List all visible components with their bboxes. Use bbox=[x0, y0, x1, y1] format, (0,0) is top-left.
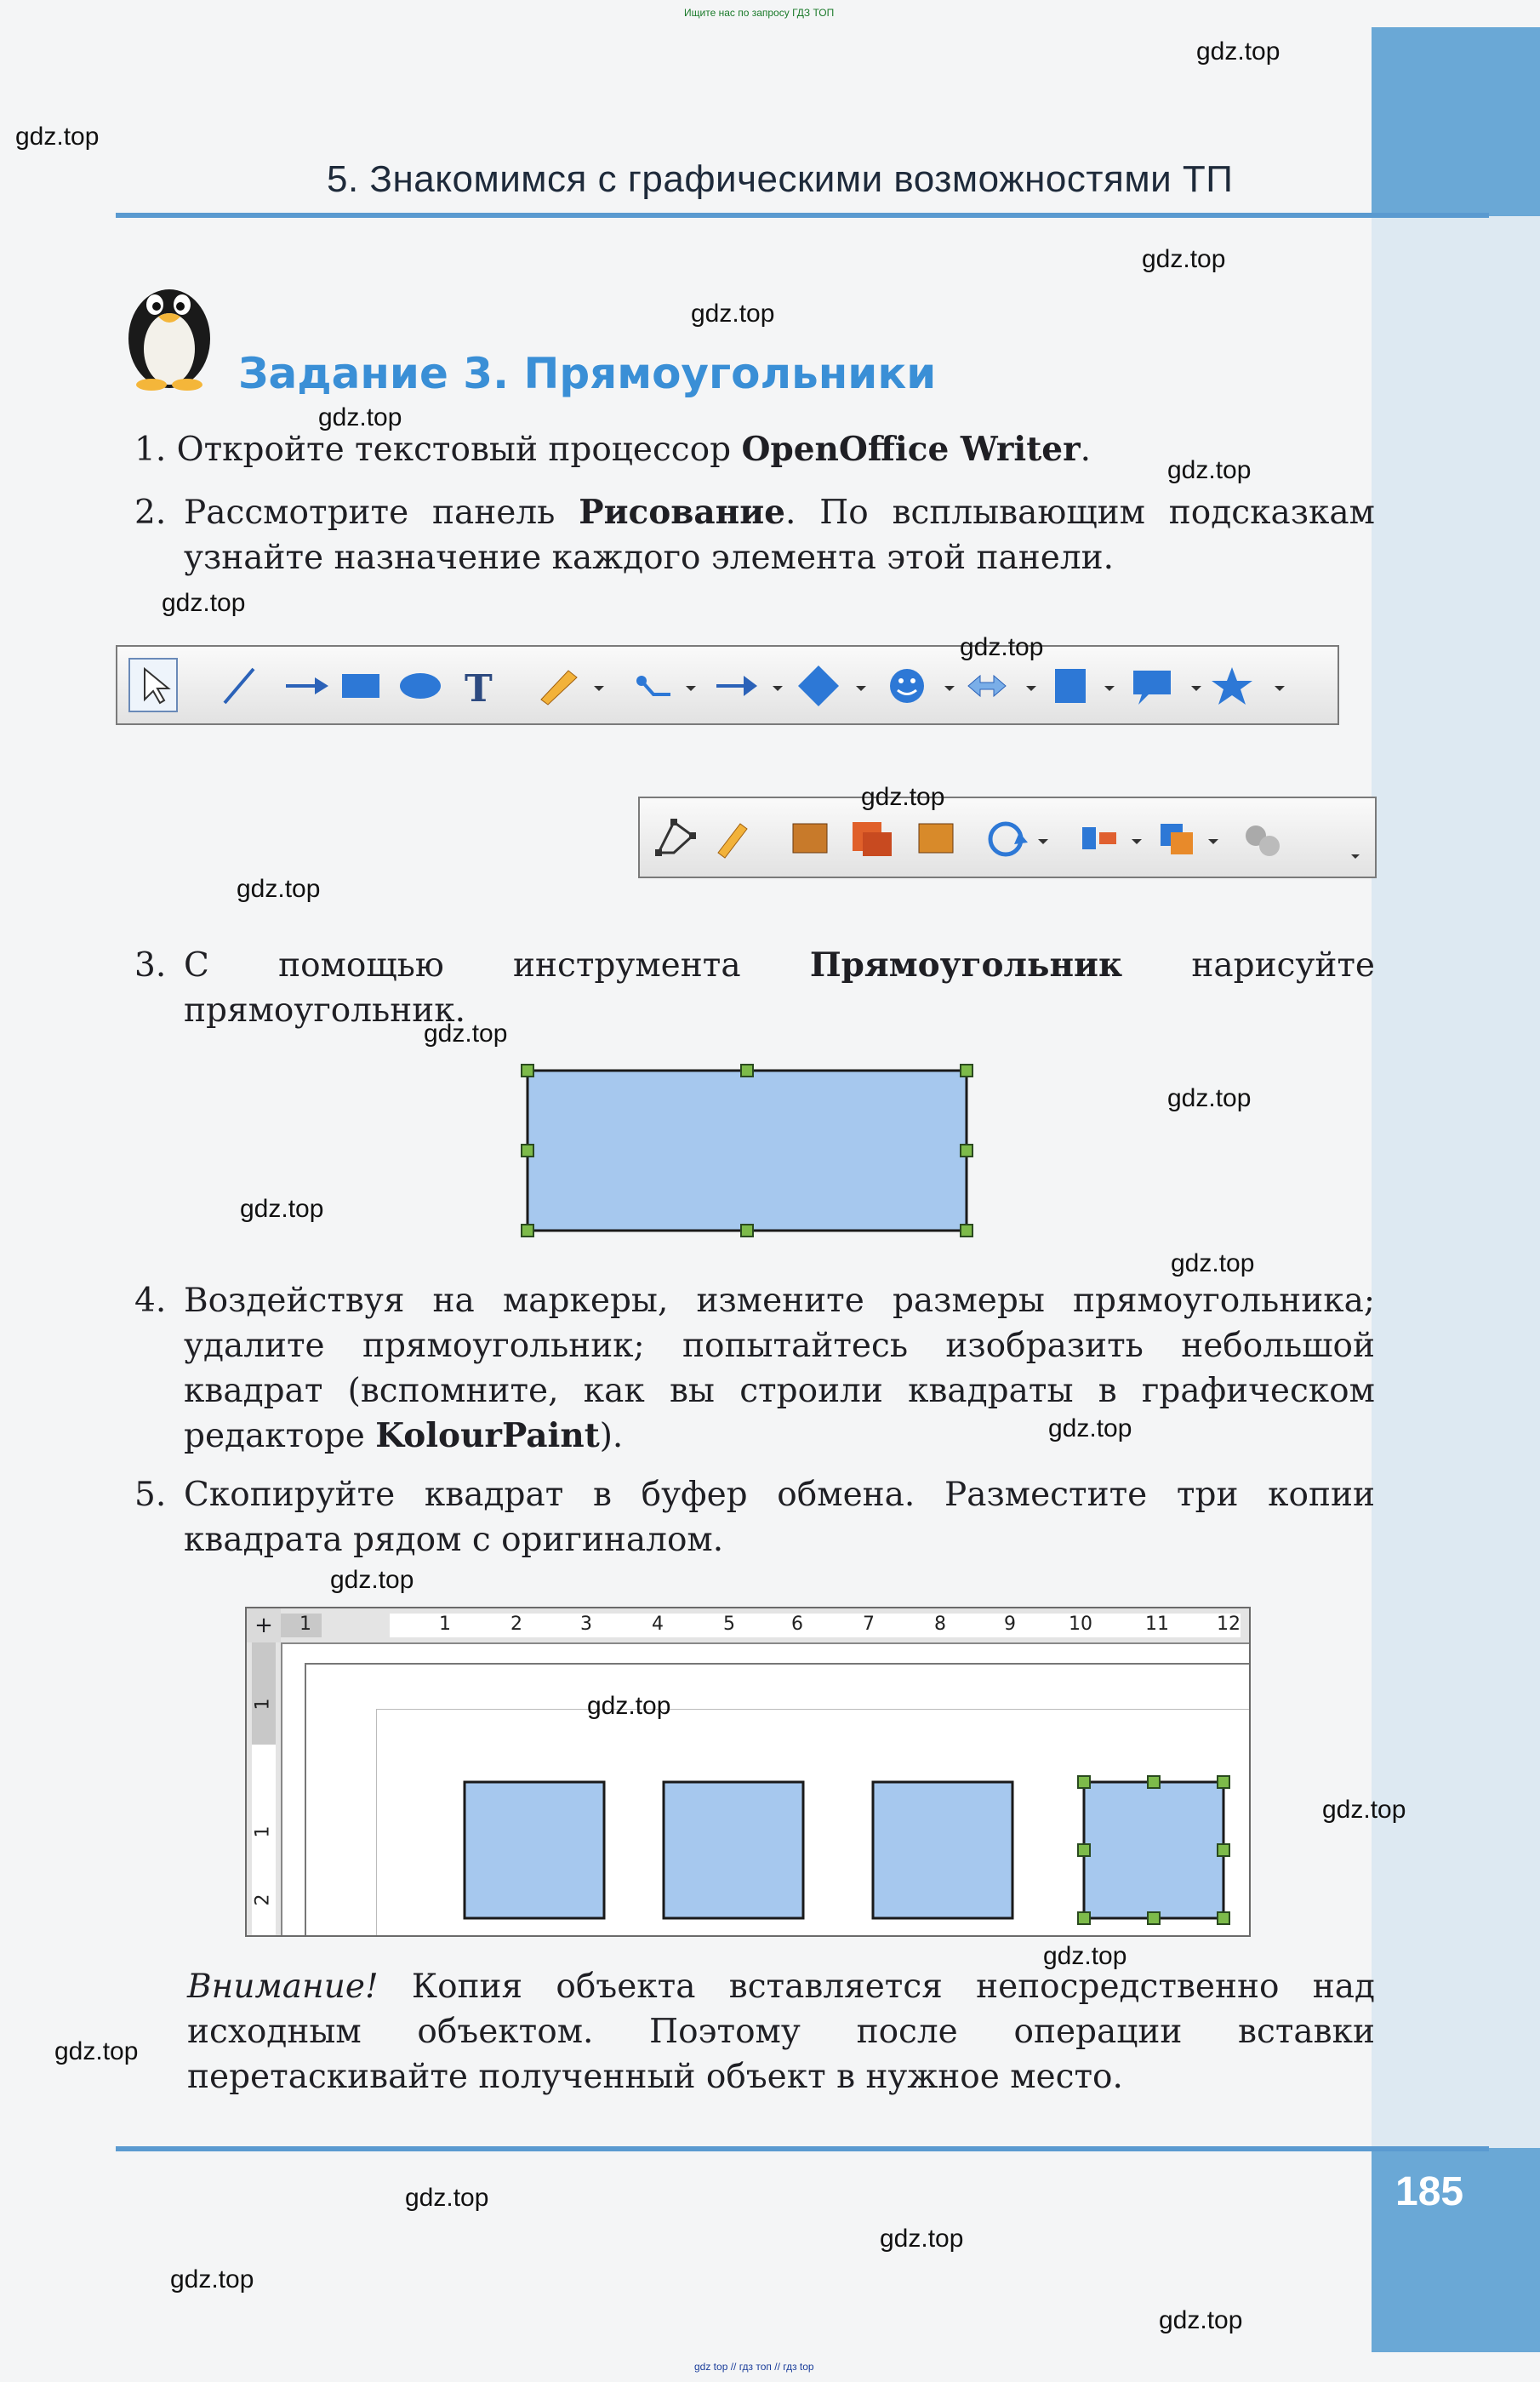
ruler-tick-label: 1 bbox=[299, 1614, 311, 1635]
ruler-tick-label: 1 bbox=[252, 1698, 274, 1711]
watermark: gdz.top bbox=[960, 633, 1044, 661]
smiley-icon bbox=[890, 669, 924, 703]
ruler-tick-label: 12 bbox=[1217, 1614, 1241, 1635]
chapter-title: 5. Знакомимся с графическими возможностями ТП bbox=[327, 158, 1234, 200]
gallery-icon bbox=[919, 824, 953, 853]
ellipse-tool-icon bbox=[400, 673, 441, 699]
watermark: gdz.top bbox=[240, 1195, 324, 1223]
image-from-file-icon bbox=[793, 824, 827, 853]
step-2-number: 2. bbox=[134, 494, 167, 532]
extrusion-icon bbox=[853, 822, 892, 856]
ruler-tick-label: 6 bbox=[791, 1614, 803, 1635]
watermark: gdz.top bbox=[15, 123, 100, 151]
ruler-corner-icon: + bbox=[247, 1608, 281, 1642]
text-tool-icon: T bbox=[465, 667, 493, 711]
block-arrow-icon bbox=[716, 676, 757, 696]
callout-icon bbox=[1133, 671, 1171, 705]
watermark: gdz.top bbox=[1322, 1796, 1406, 1824]
step-3-text: С помощью инструмента Прямоугольник нарисуйте прямоугольник. bbox=[184, 945, 1375, 1030]
arrow-line-icon bbox=[286, 677, 328, 694]
step-1: 1. Откройте текстовый процессор OpenOffice Writer. bbox=[134, 430, 1092, 469]
watermark: gdz.top bbox=[1159, 2306, 1243, 2334]
page-band-top bbox=[1372, 27, 1540, 216]
top-note: Ищите нас по запросу ГДЗ ТОП bbox=[684, 7, 835, 19]
ruler-tick-label: 10 bbox=[1069, 1614, 1092, 1635]
square-copy-2 bbox=[664, 1782, 803, 1918]
watermark: gdz.top bbox=[1043, 1942, 1127, 1970]
extrusion-toggle-icon bbox=[1246, 825, 1280, 856]
watermark: gdz.top bbox=[170, 2265, 254, 2293]
page-number: 185 bbox=[1395, 2169, 1464, 2214]
watermark: gdz.top bbox=[237, 875, 321, 903]
attention-text: Копия объекта вставляется непосредственно над исходным объектом. Поэтому после операции вставки перетаскивайте полученный объект в нужное место. bbox=[187, 1968, 1375, 2096]
arrange-icon bbox=[1161, 824, 1193, 854]
rectangle-tool-icon bbox=[342, 674, 379, 698]
watermark: gdz.top bbox=[162, 589, 246, 617]
selected-rectangle bbox=[517, 1060, 977, 1242]
watermark: gdz.top bbox=[587, 1692, 671, 1720]
watermark: gdz.top bbox=[424, 1020, 508, 1048]
ruler-tick-label: 5 bbox=[723, 1614, 735, 1635]
ruler-tick-label: 3 bbox=[580, 1614, 592, 1635]
ruler-tick-label: 4 bbox=[652, 1614, 664, 1635]
square-copy-1 bbox=[465, 1782, 604, 1918]
watermark: gdz.top bbox=[1167, 1084, 1252, 1112]
watermark: gdz.top bbox=[318, 403, 402, 431]
attention-note bbox=[187, 1964, 1375, 2099]
diamond-shape-icon bbox=[798, 665, 839, 706]
ruler-tick-label: 1 bbox=[439, 1614, 451, 1635]
watermark: gdz.top bbox=[1048, 1414, 1132, 1442]
watermark: gdz.top bbox=[691, 300, 775, 328]
watermark: gdz.top bbox=[861, 783, 945, 811]
rotate-icon bbox=[990, 824, 1028, 854]
star-icon bbox=[1212, 667, 1252, 705]
ruler-tick-label: 1 bbox=[252, 1825, 274, 1838]
watermark: gdz.top bbox=[54, 2037, 139, 2065]
ruler-tick-label: 2 bbox=[252, 1894, 274, 1906]
attention-label: Внимание! bbox=[187, 1968, 379, 2006]
footer-rule bbox=[116, 2146, 1489, 2151]
ruler-tick-label: 8 bbox=[934, 1614, 946, 1635]
ruler-tick-label: 11 bbox=[1145, 1614, 1169, 1635]
bottom-note: gdz top // гдз топ // гдз top bbox=[694, 2361, 814, 2373]
square-copy-3 bbox=[873, 1782, 1012, 1918]
curve-pencil-icon bbox=[541, 671, 577, 705]
step-4-number: 4. bbox=[134, 1282, 167, 1320]
watermark: gdz.top bbox=[1167, 456, 1252, 484]
watermark: gdz.top bbox=[405, 2184, 489, 2212]
watermark: gdz.top bbox=[1171, 1249, 1255, 1277]
step-3-number: 3. bbox=[134, 946, 167, 985]
step-5-text: Скопируйте квадрат в буфер обмена. Разместите три копии квадрата рядом с оригиналом. bbox=[184, 1476, 1375, 1559]
step-2-text: Рассмотрите панель Рисование. По всплывающим подсказкам узнайте назначение каждого элемента этой панели. bbox=[184, 493, 1375, 577]
ruler-tick-label: 7 bbox=[863, 1614, 875, 1635]
watermark: gdz.top bbox=[1196, 37, 1280, 66]
header-rule bbox=[116, 213, 1489, 218]
ruler-tick-label: 2 bbox=[510, 1614, 522, 1635]
squares-canvas bbox=[247, 1608, 1249, 1935]
watermark: gdz.top bbox=[880, 2225, 964, 2253]
step-5-number: 5. bbox=[134, 1476, 167, 1514]
drawing-toolbar bbox=[116, 645, 1339, 725]
penguin-icon bbox=[114, 264, 225, 391]
page-band-side bbox=[1372, 216, 1540, 2148]
fontwork-icon bbox=[718, 824, 747, 858]
task-title: Задание 3. Прямоугольники bbox=[238, 349, 937, 398]
flowchart-icon bbox=[1055, 669, 1086, 703]
watermark: gdz.top bbox=[330, 1566, 414, 1594]
ruler-tick-label: 9 bbox=[1004, 1614, 1016, 1635]
points-edit-icon bbox=[655, 819, 696, 856]
alignment-icon bbox=[1082, 827, 1116, 849]
double-arrow-icon bbox=[968, 676, 1006, 696]
watermark: gdz.top bbox=[1142, 245, 1226, 273]
writer-document-view bbox=[245, 1607, 1251, 1937]
square-selected bbox=[1084, 1782, 1223, 1918]
connector-icon bbox=[636, 676, 670, 694]
drawing-toolbar-2 bbox=[638, 797, 1377, 878]
step-4-text: Воздействуя на маркеры, измените размеры прямоугольника; удалите прямоугольник; попытайтесь изобразить небольшой квадрат (вспомните, как вы строили квадраты в графическом редакторе KolourPaint). bbox=[184, 1282, 1375, 1455]
line-icon bbox=[225, 669, 254, 703]
